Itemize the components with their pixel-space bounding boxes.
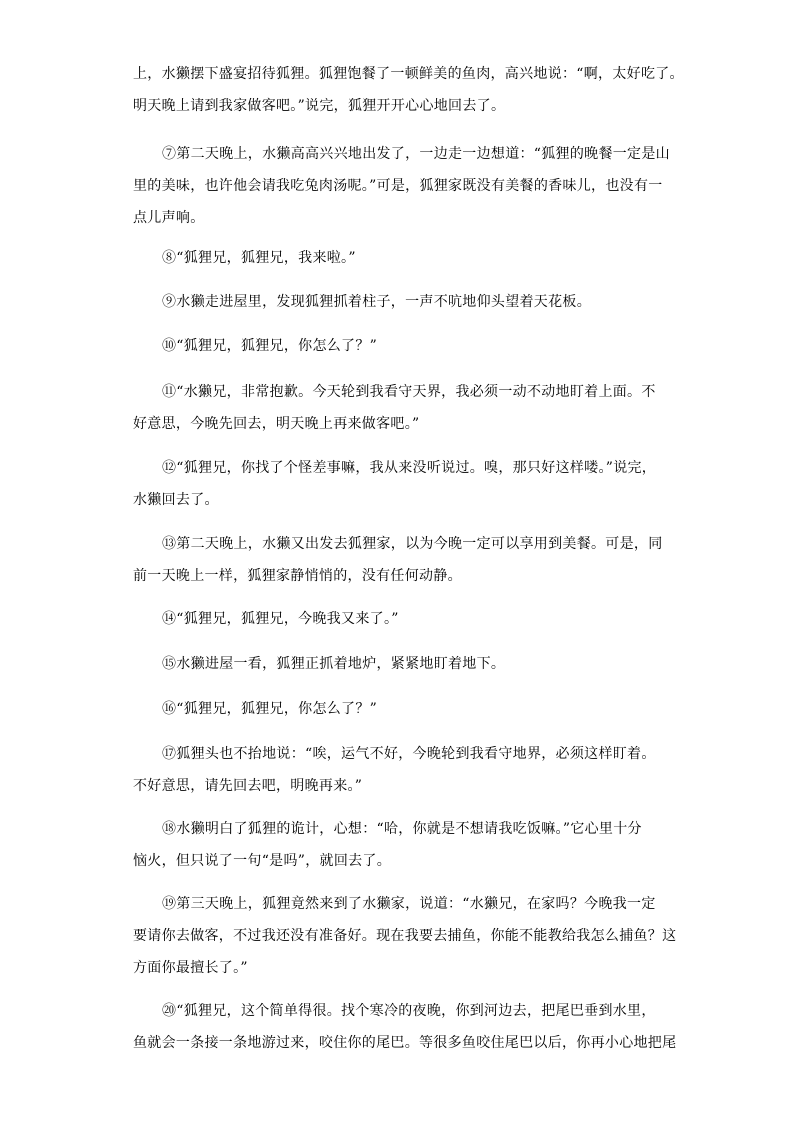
text-line: ⑩“狐狸兄，狐狸兄，你怎么了？” [162, 338, 378, 354]
text-line: 里的美味，也许他会请我吃兔肉汤呢。”可是，狐狸家既没有美餐的香味儿，也没有一 [133, 178, 663, 194]
paragraph-11 [133, 376, 663, 440]
paragraph-19 [133, 888, 677, 984]
text-line: 点儿声响。 [133, 210, 205, 226]
paragraph-9 [133, 286, 663, 318]
text-line: ⑲第三天晚上，狐狸竟然来到了水獭家，说道：“水獭兄，在家吗？今晚我一定 [162, 896, 656, 912]
text-line: 水獭回去了。 [133, 492, 219, 508]
text-line: ⑯“狐狸兄，狐狸兄，你怎么了？” [162, 701, 378, 717]
text-line: 鱼就会一条接一条地游过来，咬住你的尾巴。等很多鱼咬住尾巴以后，你再小心地把尾 [133, 1035, 677, 1051]
paragraph-20 [133, 995, 677, 1059]
text-line: ⑭“狐狸兄，狐狸兄，今晚我又来了。” [162, 611, 399, 627]
paragraph-15 [133, 648, 663, 680]
text-line: 方面你最擅长了。” [133, 960, 248, 976]
text-line: ⑨水獭走进屋里，发现狐狸抓着柱子，一声不吭地仰头望着天花板。 [162, 294, 591, 310]
text-line: ⑰狐狸头也不抬地说：“唉，运气不好，今晚轮到我看守地界，必须这样盯着。 [162, 746, 656, 762]
text-line: ⑦第二天晚上，水獭高高兴兴地出发了，一边走一边想道：“狐狸的晚餐一定是山 [162, 146, 670, 162]
text-line: ⑪“水獭兄，非常抱歉。今天轮到我看守天界，我必须一动不动地盯着上面。不 [162, 384, 656, 400]
text-line: 恼火，但只说了一句“是吗”，就回去了。 [133, 853, 392, 869]
text-line: ⑬第二天晚上，水獭又出发去狐狸家，以为今晚一定可以享用到美餐。可是，同 [162, 536, 663, 552]
paragraph-17 [133, 738, 663, 802]
text-line: 不好意思，请先回去吧，明晚再来。” [133, 778, 363, 794]
paragraph-12 [133, 452, 663, 516]
text-line: 明天晚上请到我家做客吧。”说完，狐狸开开心心地回去了。 [133, 98, 506, 114]
text-line: ⑧“狐狸兄，狐狸兄，我来啦。” [162, 250, 356, 266]
text-line: 要请你去做客，不过我还没有准备好。现在我要去捕鱼，你能不能教给我怎么捕鱼？这 [133, 928, 677, 944]
paragraph-8 [133, 242, 663, 274]
paragraph-10 [133, 330, 663, 362]
paragraph-6-continued [133, 58, 684, 122]
paragraph-16 [133, 693, 663, 725]
text-line: ⑱水獭明白了狐狸的诡计，心想：“哈，你就是不想请我吃饭嘛。”它心里十分 [162, 821, 642, 837]
paragraph-13 [133, 528, 663, 592]
text-line: 上，水獭摆下盛宴招待狐狸。狐狸饱餐了一顿鲜美的鱼肉，高兴地说：“啊，太好吃了。 [133, 66, 684, 82]
text-line: ⑳“狐狸兄，这个简单得很。找个寒冷的夜晚，你到河边去，把尾巴垂到水里， [162, 1003, 656, 1019]
paragraph-7 [133, 138, 670, 234]
text-line: 好意思，今晚先回去，明天晚上再来做客吧。” [133, 416, 420, 432]
paragraph-14 [133, 603, 663, 635]
text-line: ⑫“狐狸兄，你找了个怪差事嘛，我从来没听说过。嗅，那只好这样喽。”说完， [162, 460, 657, 476]
text-line: 前一天晚上一样，狐狸家静悄悄的，没有任何动静。 [133, 568, 462, 584]
paragraph-18 [133, 813, 663, 877]
text-line: ⑮水獭进屋一看，狐狸正抓着地炉，紧紧地盯着地下。 [162, 656, 506, 672]
